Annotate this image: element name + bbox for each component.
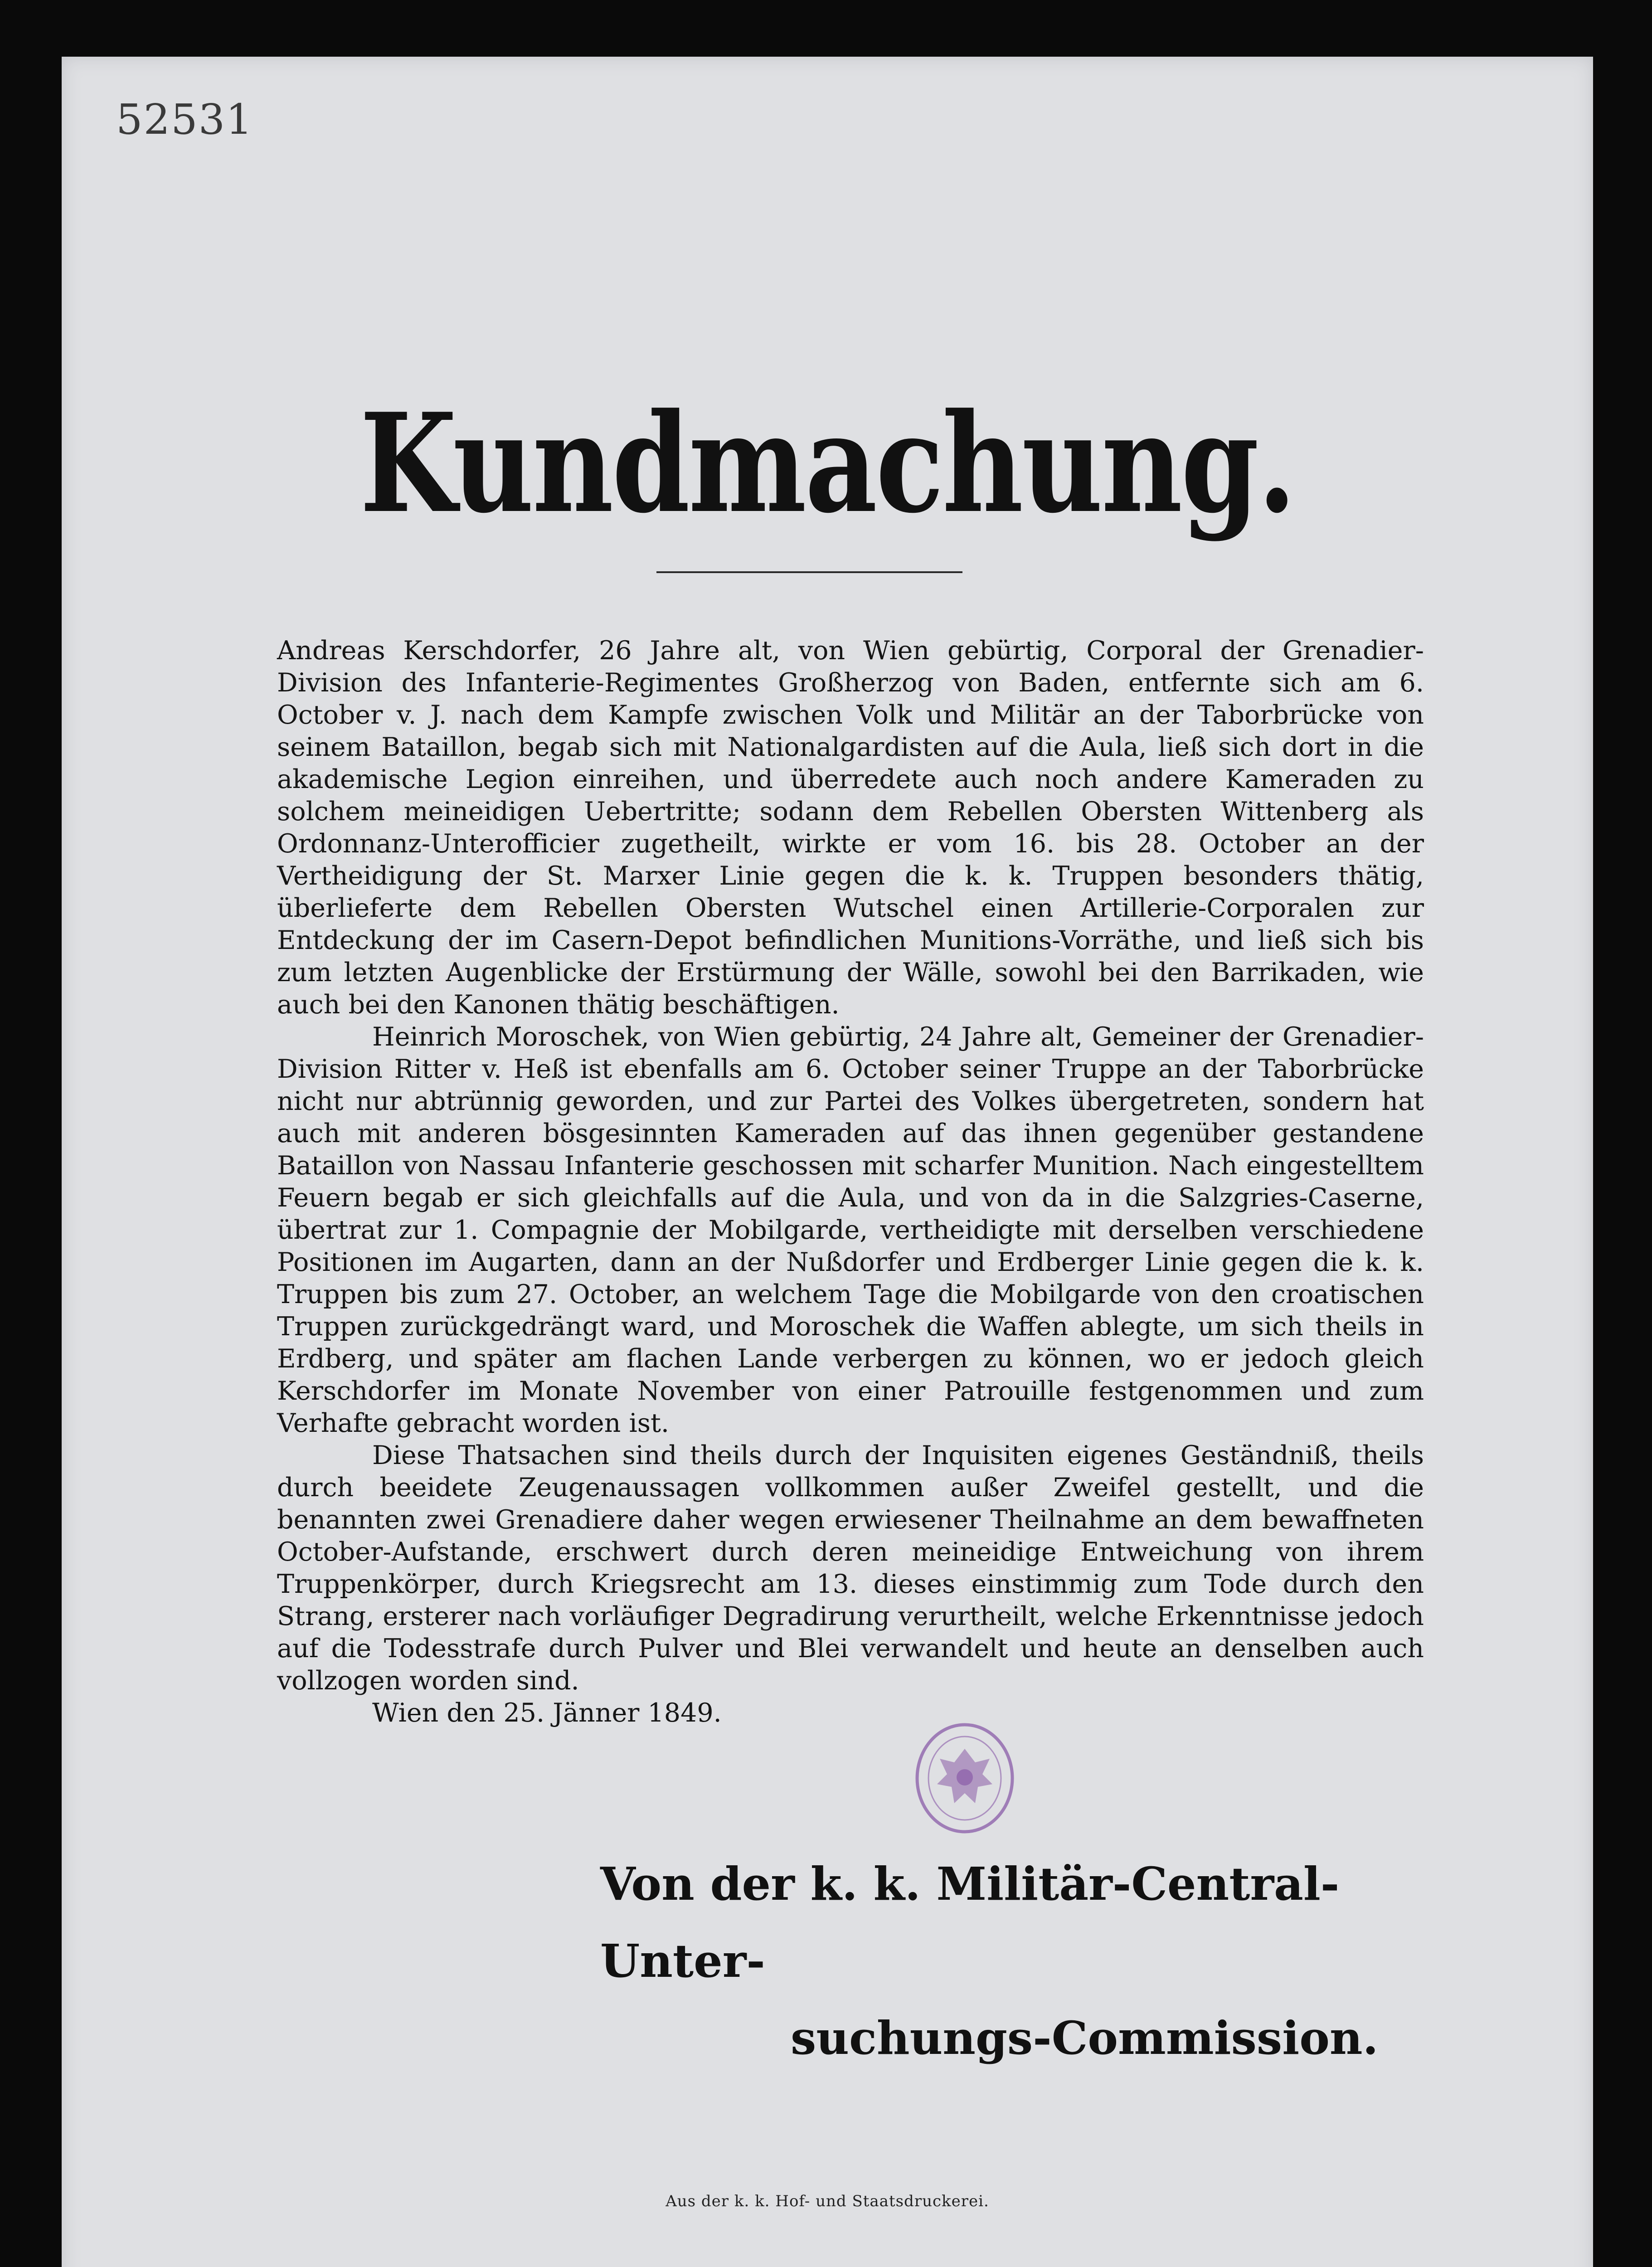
title-divider — [656, 571, 962, 573]
poster-sheet — [62, 57, 1593, 2267]
signature-line-1: Von der k. k. Militär-Central-Unter- — [600, 1857, 1340, 1988]
date-line: Wien den 25. Jänner 1849. — [372, 1698, 722, 1728]
official-stamp-icon — [912, 1721, 1018, 1836]
paragraph-verdict: Diese Thatsachen sind theils durch der Inquisiten eigenes Geständniß, theils durch beeidete Zeugenaussagen vollkommen außer Zweifel gestellt, und die benannten zwei Grenadiere daher wegen erwiesener Theilnahme an dem bewaffneten October-Aufstande, erschwert durch deren meineidige Entweichung von ihrem Truppenkörper, durch Kriegsrecht am 13. dieses einstimmig zum Tode durch den Strang, ersterer nach vorläufiger Degradirung verurtheilt, welche Erkenntnisse jedoch auf die Todesstrafe durch Pulver und Blei verwandelt und heute an denselben auch vollzogen worden sind. — [277, 1440, 1424, 1696]
printer-imprint: Aus der k. k. Hof- und Staatsdruckerei. — [666, 2192, 989, 2210]
paragraph-moroschek: Heinrich Moroschek, von Wien gebürtig, 24 Jahre alt, Gemeiner der Grenadier-Division Ritter v. Heß ist ebenfalls am 6. October seiner Truppe an der Taborbrücke nicht nur abtrünnig geworden, und zur Partei des Volkes übergetreten, sondern hat auch mit anderen bösgesinnten Kameraden auf das ihnen gegenüber gestandene Bataillon von Nassau Infanterie geschossen mit scharfer Munition. Nach eingestelltem Feuern begab er sich gleichfalls auf die Aula, und von da in die Salzgries-Caserne, übertrat zur 1. Compagnie der Mobilgarde, vertheidigte mit derselben verschiedene Positionen im Augarten, dann an der Nußdorfer und Erdberger Linie gegen die k. k. Truppen bis zum 27. October, an welchem Tage die Mobilgarde von den croatischen Truppen zurückgedrängt ward, und Moroschek die Waffen ablegte, um sich theils in Erdberg, und später am flachen Lande verbergen zu können, wo er jedoch gleich Kerschdorfer im Monate November von einer Patrouille festgenommen und zum Verhafte gebracht worden ist. — [277, 1022, 1424, 1438]
page-title: Kundmachung. — [360, 383, 1295, 543]
archive-number: 52531 — [116, 95, 253, 144]
paragraph-kerschdorfer: Andreas Kerschdorfer, 26 Jahre alt, von Wien gebürtig, Corporal der Grenadier-Division des Infanterie-Regimentes Großherzog von Baden, entfernte sich am 6. October v. J. nach dem Kampfe zwischen Volk und Militär an der Taborbrücke von seinem Bataillon, begab sich mit Nationalgardisten auf die Aula, ließ sich dort in die akademische Legion einreihen, und überredete auch noch andere Kameraden zu solchem meineidigen Uebertritte; sodann dem Rebellen Obersten Wittenberg als Ordonnanz-Unterofficier zugetheilt, wirkte er vom 16. bis 28. October an der Vertheidigung der St. Marxer Linie gegen die k. k. Truppen besonders thätig, überlieferte dem Rebellen Obersten Wutschel einen Artillerie-Corporalen zur Entdeckung der im Casern-Depot befindlichen Munitions-Vorräthe, und ließ sich bis zum letzten Augenblicke der Erstürmung der Wälle, sowohl bei den Barrikaden, wie auch bei den Kanonen thätig beschäftigen. — [277, 636, 1424, 1020]
signature-line-2: suchungs-Commission. — [791, 2011, 1379, 2065]
announcement-body — [277, 635, 1424, 1729]
issuing-authority — [600, 1845, 1462, 2077]
